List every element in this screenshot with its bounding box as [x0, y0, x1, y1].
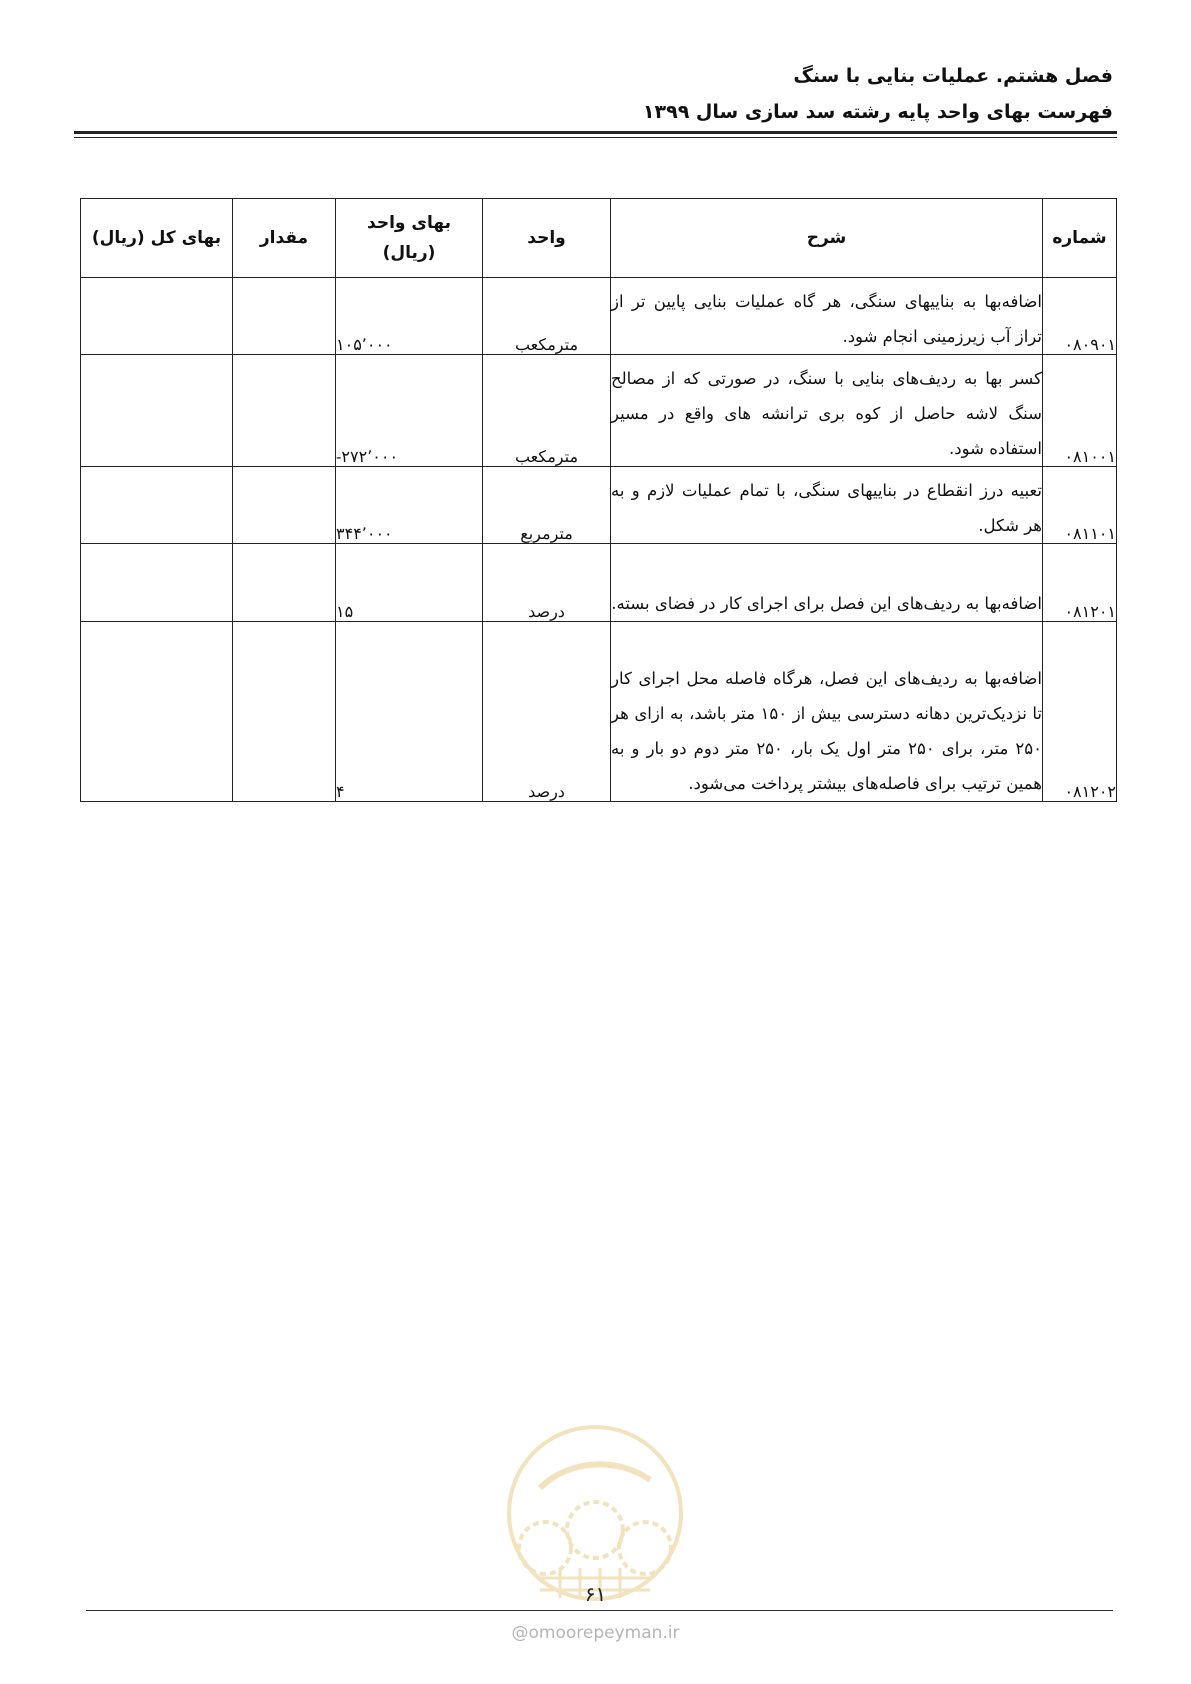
row-unit: مترمربع: [483, 467, 611, 544]
chapter-title: فصل هشتم. عملیات بنایی با سنگ: [793, 65, 1113, 87]
row-code: ۰۸۱۱۰۱: [1043, 467, 1117, 544]
header-unit-price: [336, 199, 483, 278]
row-description: اضافه‌بها به ردیف‌های این فصل، هرگاه فاصله محل اجرای کار تا نزدیک‌ترین دهانه دسترسی بیش از ۱۵۰ متر باشد، به ازای هر ۲۵۰ متر، برای ۲۵۰ متر اول یک بار، ۲۵۰ متر دوم دو بار و به همین ترتیب برای فاصله‌های بیشتر پرداخت می‌شود.: [611, 622, 1043, 802]
row-unit: درصد: [483, 622, 611, 802]
row-unit-price: ۱۵: [336, 544, 483, 622]
watermark-gear-left: [519, 1522, 571, 1574]
row-unit-price: ۱۰۵٬۰۰۰: [336, 278, 483, 355]
document-title: فهرست بهای واحد پایه رشته سد سازی سال ۱۳۹۹: [642, 101, 1113, 123]
website-url: @omoorepeyman.ir: [511, 1623, 680, 1643]
header-unit-price-currency: (ریال): [382, 243, 436, 263]
row-total: [81, 278, 233, 355]
table-row: [81, 544, 1117, 622]
row-code: ۰۸۰۹۰۱: [1043, 278, 1117, 355]
header-rule-thick: [74, 131, 1117, 134]
watermark-gear-center: [567, 1502, 623, 1558]
row-description: کسر بها به ردیف‌های بنایی با سنگ، در صورتی که از مصالح سنگ لاشه حاصل از کوه بری ترانشه های واقع در مسیر استفاده شود.: [611, 355, 1043, 467]
row-quantity: [233, 467, 336, 544]
header-code: شماره: [1043, 199, 1117, 278]
page-number: ۶۱: [584, 1582, 607, 1606]
row-description: اضافه‌بها به ردیف‌های این فصل برای اجرای کار در فضای بسته.: [611, 544, 1043, 622]
row-total: [81, 622, 233, 802]
header-description: شرح: [611, 199, 1043, 278]
row-quantity: [233, 622, 336, 802]
row-unit: مترمکعب: [483, 355, 611, 467]
row-unit-price: ۴: [336, 622, 483, 802]
row-unit-price: -۲۷۲٬۰۰۰: [336, 355, 483, 467]
row-unit-price: ۳۴۴٬۰۰۰: [336, 467, 483, 544]
row-total: [81, 355, 233, 467]
watermark-script-stroke: [540, 1464, 650, 1488]
table-header-row: [81, 199, 1117, 278]
table-row: [81, 278, 1117, 355]
header-quantity: مقدار: [233, 199, 336, 278]
price-list-table: [80, 198, 1117, 802]
row-unit: مترمکعب: [483, 278, 611, 355]
row-description: تعبیه درز انقطاع در بناییهای سنگی، با تمام عملیات لازم و به هر شکل.: [611, 467, 1043, 544]
row-code: ۰۸۱۲۰۱: [1043, 544, 1117, 622]
page-header: [63, 58, 1113, 130]
row-code: ۰۸۱۲۰۲: [1043, 622, 1117, 802]
row-quantity: [233, 544, 336, 622]
row-quantity: [233, 355, 336, 467]
footer-rule: [86, 1610, 1113, 1611]
table-row: [81, 467, 1117, 544]
row-description: اضافه‌بها به بناییهای سنگی، هر گاه عملیات بنایی پایین تر از تراز آب زیرزمینی انجام شود.: [611, 278, 1043, 355]
header-unit: واحد: [483, 199, 611, 278]
table-row: [81, 622, 1117, 802]
header-unit-price-label: بهای واحد: [367, 213, 451, 233]
row-total: [81, 544, 233, 622]
watermark-logo: [500, 1418, 690, 1608]
header-rule-thin: [74, 137, 1117, 138]
table-row: [81, 355, 1117, 467]
row-total: [81, 467, 233, 544]
watermark-gear-right: [619, 1522, 671, 1574]
row-code: ۰۸۱۰۰۱: [1043, 355, 1117, 467]
header-total: بهای کل (ریال): [81, 199, 233, 278]
row-quantity: [233, 278, 336, 355]
row-unit: درصد: [483, 544, 611, 622]
